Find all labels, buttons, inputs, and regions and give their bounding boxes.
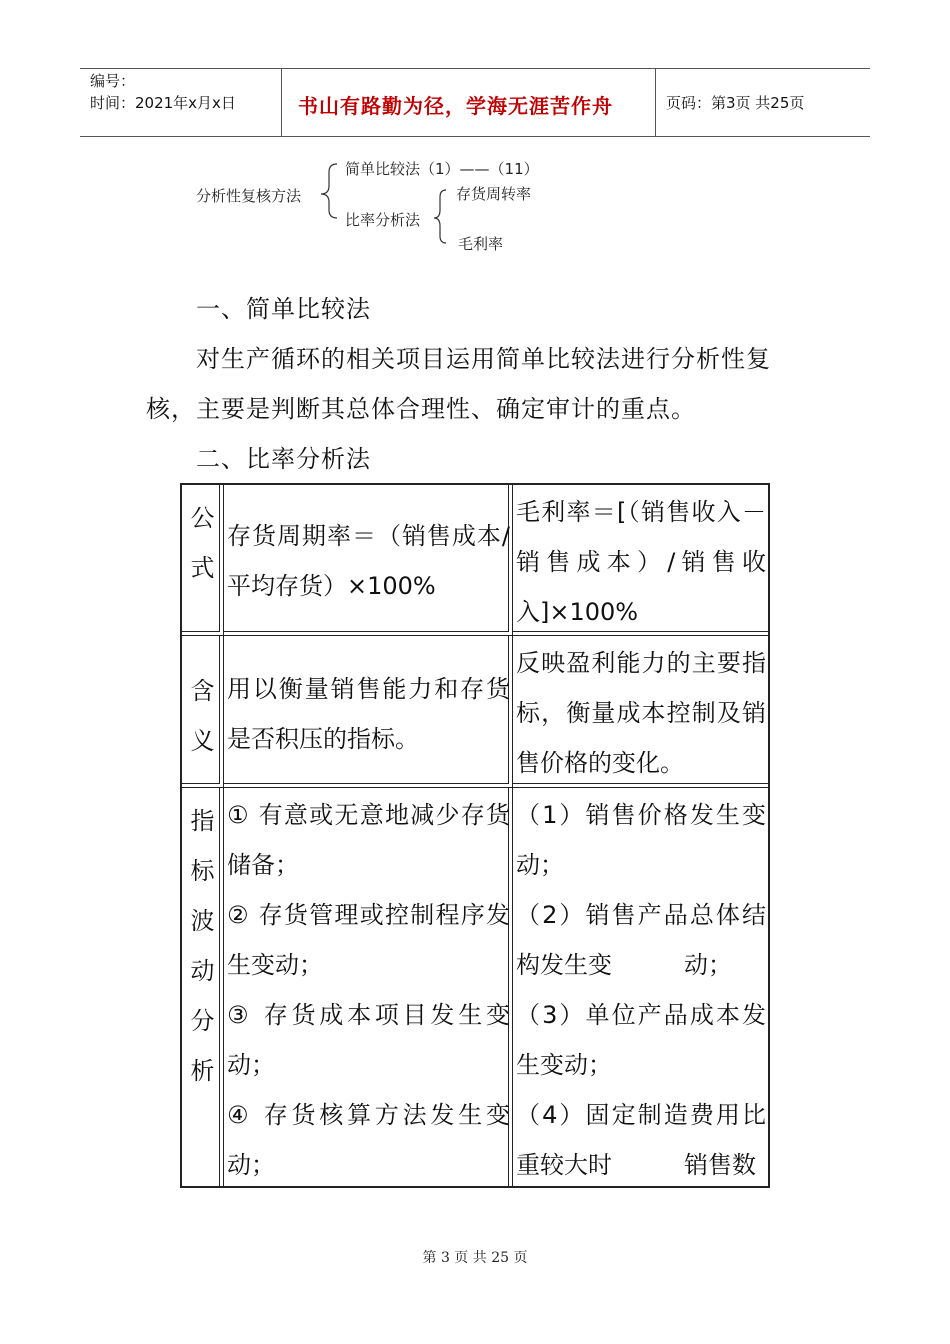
formula-turnover: 存货周期率＝（销售成本/平均存货）×100% bbox=[224, 485, 513, 636]
list-item: （1）销售价格发生变动； bbox=[516, 801, 766, 879]
list-item: ① 有意或无意地减少存货储备； bbox=[227, 801, 510, 879]
heading-simple-comparison: 一、简单比较法 bbox=[196, 295, 371, 323]
label-char: 义 bbox=[190, 727, 215, 755]
fluctuation-gross-margin bbox=[513, 788, 768, 1186]
meaning-turnover: 用以衡量销售能力和存货是否积压的指标。 bbox=[224, 636, 513, 788]
list-item: ③ 存货成本项目发生变动； bbox=[227, 1001, 510, 1079]
diagram-root: 分析性复核方法 bbox=[196, 187, 302, 205]
ratio-table bbox=[180, 483, 770, 1188]
meaning-gross-margin: 反映盈利能力的主要指标，衡量成本控制及销售价格的变化。 bbox=[513, 636, 768, 788]
paragraph-line: 核，主要是判断其总体合理性、确定审计的重点。 bbox=[146, 395, 696, 423]
label-char: 含 bbox=[190, 677, 215, 705]
row-label-fluctuation bbox=[182, 788, 224, 1186]
list-item: （4）固定制造费用比重较大时 销售数 bbox=[516, 1101, 766, 1179]
label-char: 分 bbox=[190, 1007, 215, 1035]
label-char: 动 bbox=[190, 957, 215, 985]
formula-gross-margin: 毛利率＝[（销售收入－销售成本）/销售收入]×100% bbox=[513, 485, 768, 636]
row-label-formula bbox=[182, 485, 224, 636]
label-char: 标 bbox=[190, 857, 215, 885]
diagram-leaf-turnover: 存货周转率 bbox=[456, 185, 532, 203]
row-label-meaning bbox=[182, 636, 224, 788]
label-char: 析 bbox=[190, 1057, 215, 1085]
heading-ratio-analysis: 二、比率分析法 bbox=[196, 445, 371, 473]
paragraph-line: 对生产循环的相关项目运用简单比较法进行分析性复 bbox=[196, 345, 771, 373]
list-item: ② 存货管理或控制程序发生变动； bbox=[227, 901, 510, 979]
diagram-leaf-margin: 毛利率 bbox=[458, 235, 504, 253]
fluctuation-turnover bbox=[224, 788, 513, 1186]
diagram-branch-ratio: 比率分析法 bbox=[345, 211, 421, 229]
list-item: （2）销售产品总体结构发生变 动； bbox=[516, 901, 766, 979]
list-item: ④ 存货核算方法发生变动； bbox=[227, 1101, 510, 1179]
label-char: 指 bbox=[190, 807, 215, 835]
page-info: 页码：第3页 共25页 bbox=[666, 94, 805, 112]
page-footer: 第 3 页 共 25 页 bbox=[422, 1250, 528, 1266]
header-motto: 书山有路勤为径，学海无涯苦作舟 bbox=[298, 94, 613, 118]
time-label: 时间：2021年x月x日 bbox=[90, 94, 236, 112]
list-item: （3）单位产品成本发生变动； bbox=[516, 1001, 766, 1079]
diagram-branch-simple: 简单比较法（1）——（11） bbox=[345, 160, 539, 178]
label-char: 公 bbox=[190, 504, 215, 532]
serial-label: 编号： bbox=[90, 72, 136, 90]
label-char: 波 bbox=[190, 907, 215, 935]
label-char: 式 bbox=[190, 554, 215, 582]
